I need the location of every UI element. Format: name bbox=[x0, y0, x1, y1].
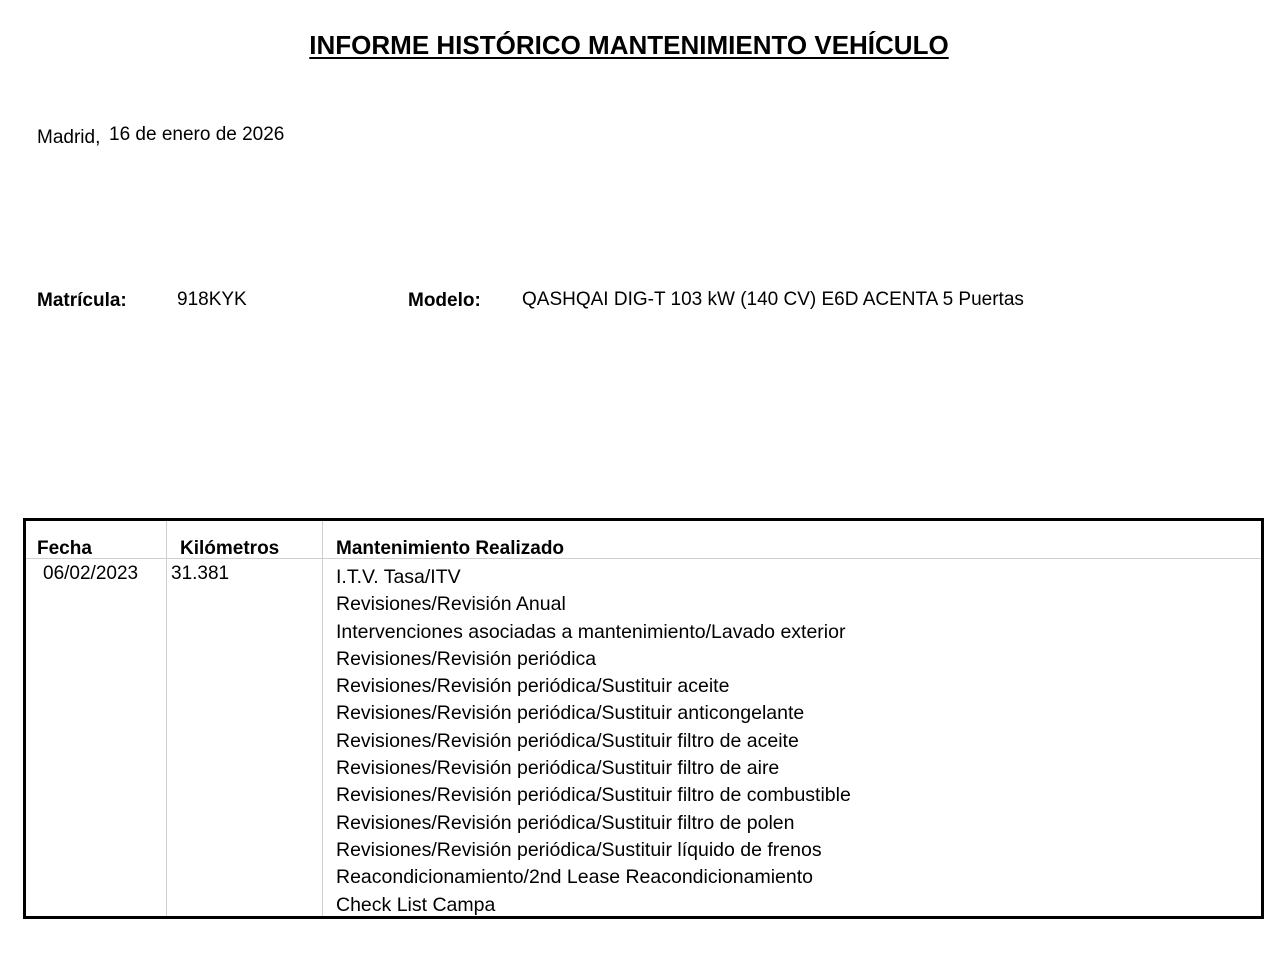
report-title: INFORME HISTÓRICO MANTENIMIENTO VEHÍCULO bbox=[309, 30, 949, 60]
header-kilometers: Kilómetros bbox=[180, 538, 280, 559]
maintenance-item: Revisiones/Revisión periódica/Sustituir filtro de aceite bbox=[336, 729, 799, 752]
maintenance-item: Revisiones/Revisión periódica bbox=[336, 647, 597, 670]
maintenance-items-list bbox=[336, 564, 851, 919]
maintenance-item: Intervenciones asociadas a mantenimiento/Lavado exterior bbox=[336, 620, 846, 643]
plate-label: Matrícula: bbox=[37, 290, 127, 311]
report-city: Madrid, bbox=[37, 127, 101, 148]
maintenance-item: Revisiones/Revisión periódica/Sustituir filtro de polen bbox=[336, 811, 795, 834]
maintenance-item: Revisiones/Revisión periódica/Sustituir líquido de frenos bbox=[336, 838, 822, 861]
maintenance-item: I.T.V. Tasa/ITV bbox=[336, 566, 461, 588]
row-kilometers: 31.381 bbox=[171, 563, 230, 584]
header-date: Fecha bbox=[37, 538, 92, 559]
maintenance-item: Check List Campa bbox=[336, 893, 496, 916]
header-maintenance: Mantenimiento Realizado bbox=[336, 538, 565, 559]
report-date: 16 de enero de 2026 bbox=[109, 124, 285, 145]
model-value: QASHQAI DIG-T 103 kW (140 CV) E6D ACENTA 5 Puertas bbox=[522, 289, 1024, 310]
maintenance-item: Revisiones/Revisión periódica/Sustituir filtro de aire bbox=[336, 757, 780, 780]
maintenance-table bbox=[23, 518, 1264, 919]
row-date: 06/02/2023 bbox=[43, 563, 139, 584]
maintenance-item: Revisiones/Revisión periódica/Sustituir aceite bbox=[336, 675, 730, 698]
maintenance-item: Revisiones/Revisión Anual bbox=[336, 593, 566, 616]
model-label: Modelo: bbox=[408, 290, 481, 311]
maintenance-item: Revisiones/Revisión periódica/Sustituir anticongelante bbox=[336, 702, 805, 725]
maintenance-item: Reacondicionamiento/2nd Lease Reacondicionamiento bbox=[336, 866, 813, 889]
plate-value: 918KYK bbox=[177, 289, 247, 310]
column-divider bbox=[166, 521, 167, 916]
maintenance-item: Revisiones/Revisión periódica/Sustituir filtro de combustible bbox=[336, 784, 851, 807]
column-divider bbox=[322, 521, 323, 916]
